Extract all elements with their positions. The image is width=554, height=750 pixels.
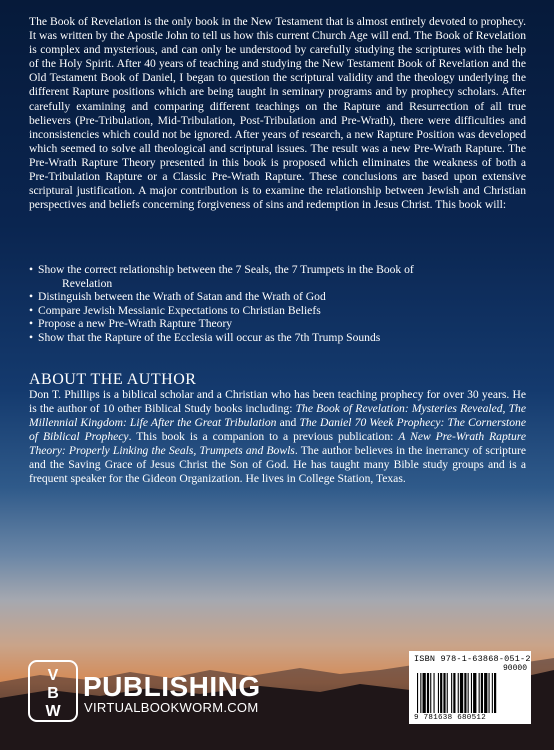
list-item: • Show the correct relationship between the 7 Seals, the 7 Trumpets in the Book of Revelation	[29, 263, 526, 290]
publisher-name: PUBLISHING	[83, 671, 261, 702]
book-goals-list	[29, 263, 526, 345]
list-item: • Compare Jewish Messianic Expectations to Christian Beliefs	[29, 304, 526, 318]
publisher-url: VIRTUALBOOKWORM.COM	[84, 700, 259, 715]
list-item: • Propose a new Pre-Wrath Rapture Theory	[29, 317, 526, 331]
isbn-number: ISBN 978-1-63868-051-2	[414, 654, 531, 664]
author-bio: Don T. Phillips is a biblical scholar and a Christian who has been teaching prophecy for over 30 years. He is the author of 10 other Biblical Study books including: The Book of Revelation: Mysteries Revealed, The Millennial Kingdom: Life After the Great Tribulation and The Daniel 70 Week Prophecy: The Cornerstone of Biblical Prophecy. This book is a companion to a previous publication: A New Pre-Wrath Rapture Theory: Properly Linking the Seals, Trumpets and Bowls. The author believes in the inerrancy of scripture and the Saving Grace of Jesus Christ the Son of God. He has taught many Bible study groups and is a frequent speaker for the Gideon Organization. He lives in College Station, Texas.	[29, 388, 526, 485]
description-paragraph: The Book of Revelation is the only book in the New Testament that is almost entirely devoted to prophecy. It was written by the Apostle John to tell us how this current Church Age will end. The Book of Revelation is complex and mysterious, and can only be understood by carefully studying the scriptures with the help of the Holy Spirit. After 40 years of teaching and studying the New Testament Book of Revelation and the Old Testament Book of Daniel, I began to question the scriptural validity and the theology underlying the different Rapture positions which are being taught in seminary programs and by prophecy scholars. After carefully examining and comparing different teachings on the Rapture and Resurrection of all true believers (Pre-Tribulation, Mid-Tribulation, Post-Tribulation and Pre-Wrath), there were difficulties and inconsistencies which could not be ignored. After years of research, a new Rapture Position was developed which seemed to solve all theological and scriptural issues. The result was a new Pre-Wrath Rapture. The Pre-Wrath Rapture Theory presented in this book is proposed which eliminates the weakness of both a Pre-Tribulation Rapture or a Classic Pre-Wrath Rapture. These conclusions are based upon extensive scriptural justification. A major contribution is to examine the relationship between Jewish and Christian perspectives and beliefs concerning forgiveness of sins and redemption in Jesus Christ. This book will:	[29, 15, 526, 212]
logo-letter-w: W	[45, 703, 61, 720]
list-item: • Distinguish between the Wrath of Satan and the Wrath of God	[29, 290, 526, 304]
isbn-barcode	[409, 651, 531, 724]
logo-letter-v: V	[47, 667, 59, 684]
price-code: 90000	[502, 664, 527, 673]
list-item: • Show that the Rapture of the Ecclesia will occur as the 7th Trump Sounds	[29, 331, 526, 345]
barcode-digits: 9 781638 680512	[414, 714, 487, 722]
vbw-logo	[28, 660, 78, 722]
about-author-heading: ABOUT THE AUTHOR	[29, 371, 197, 388]
book-description	[29, 15, 526, 212]
logo-letter-b: B	[47, 685, 59, 702]
